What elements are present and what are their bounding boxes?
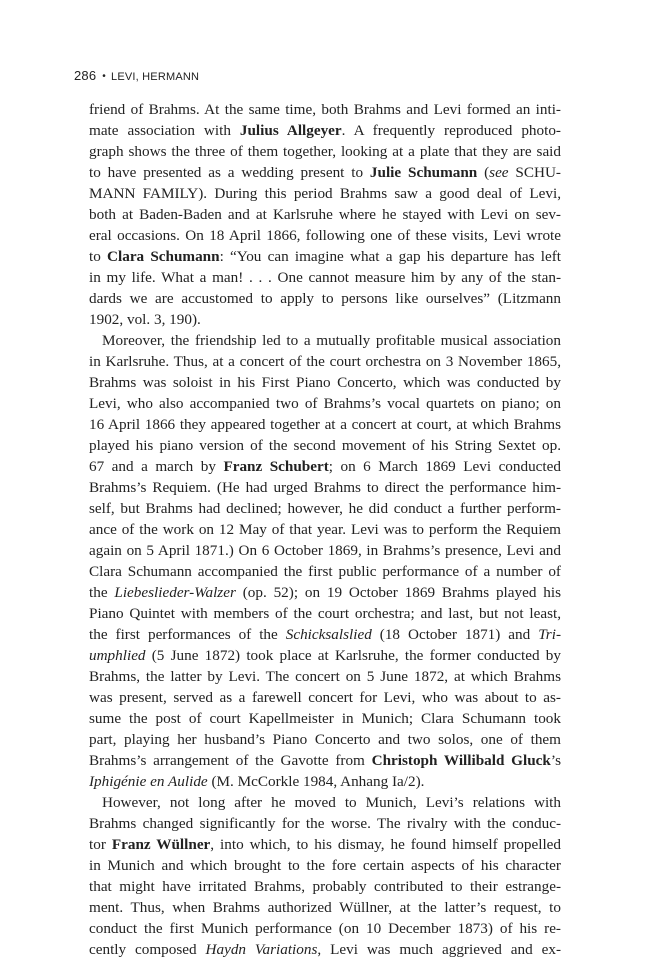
text-line [89, 183, 561, 204]
text-run: : “You can imagine what a gap his departure has left [219, 248, 561, 265]
italic-text: umphlied [89, 647, 146, 664]
running-head-title: LEVI, HERMANN [111, 71, 200, 83]
text-line [89, 225, 561, 246]
text-run: mate association with [89, 122, 240, 139]
text-run: played his piano version of the second movement of his String Sextet op. [89, 437, 561, 454]
text-line [89, 540, 561, 561]
bold-reference: Julie Schumann [369, 164, 478, 181]
text-line [89, 813, 561, 834]
text-line [89, 708, 561, 729]
text-run: Brahms, the latter by Levi. The concert on 5 June 1872, at which Brahms [89, 668, 561, 685]
text-run: 16 April 1866 they appeared together at a concert at court, at which Brahms [89, 416, 561, 433]
bold-reference: Franz Schubert [223, 458, 329, 475]
text-line [89, 582, 561, 603]
text-run: friend of Brahms. At the same time, both Brahms and Levi formed an inti- [89, 101, 561, 118]
text-line [89, 834, 561, 855]
text-run: tor [89, 836, 112, 853]
text-line [89, 120, 561, 141]
text-run: Moreover, the friendship led to a mutually profitable musical association [102, 332, 561, 349]
text-line [89, 414, 561, 435]
text-run: Brahms’s arrangement of the Gavotte from [89, 752, 372, 769]
text-run: , Levi was much aggrieved and ex- [317, 941, 561, 958]
text-line [89, 624, 561, 645]
text-line [89, 351, 561, 372]
text-run: in Karlsruhe. Thus, at a concert of the court orchestra on 3 November 1865, [89, 353, 561, 370]
text-line [89, 645, 561, 666]
text-run: the first performances of the [89, 626, 286, 643]
text-line [89, 162, 561, 183]
text-line [89, 246, 561, 267]
text-run: in my life. What a man! . . . One cannot measure him by any of the stan- [89, 269, 561, 286]
text-line [89, 309, 561, 330]
text-line [89, 771, 561, 792]
text-line [89, 456, 561, 477]
text-run: (op. 52); on 19 October 1869 Brahms played his [235, 584, 561, 601]
text-line [89, 855, 561, 876]
text-line [89, 918, 561, 939]
text-run: Brahms was soloist in his First Piano Concerto, which was conducted by [89, 374, 561, 391]
text-run: that might have irritated Brahms, probably contributed to their estrange- [89, 878, 561, 895]
text-run: However, not long after he moved to Munich, Levi’s relations with [102, 794, 561, 811]
text-run: cently composed [89, 941, 206, 958]
bold-reference: Julius Allgeyer [239, 122, 342, 139]
text-line [89, 750, 561, 771]
text-line [89, 729, 561, 750]
text-run: sume the post of court Kapellmeister in Munich; Clara Schumann took [89, 710, 561, 727]
text-line [89, 99, 561, 120]
body-text [89, 99, 561, 960]
text-line [89, 792, 561, 813]
running-head-separator: • [102, 71, 106, 82]
text-run: again on 5 April 1871.) On 6 October 1869, in Brahms’s presence, Levi and [89, 542, 561, 559]
text-run: eral occasions. On 18 April 1866, following one of these visits, Levi wrote [89, 227, 561, 244]
text-line [89, 204, 561, 225]
text-run: to have presented as a wedding present to [89, 164, 370, 181]
italic-text: Haydn Variations [205, 941, 318, 958]
text-run: ; on 6 March 1869 Levi conducted [328, 458, 561, 475]
bold-reference: Clara Schumann [107, 248, 220, 265]
text-run: was present, served as a farewell concert for Levi, who was about to as- [89, 689, 561, 706]
text-run: Clara Schumann accompanied the first public performance of a number of [89, 563, 561, 580]
text-line [89, 897, 561, 918]
text-line [89, 267, 561, 288]
text-line [89, 477, 561, 498]
text-run: in Munich and which brought to the fore certain aspects of his character [89, 857, 561, 874]
text-run: Brahms’s Requiem. (He had urged Brahms to direct the performance him- [89, 479, 561, 496]
text-run: Piano Quintet with members of the court orchestra; and last, but not least, [89, 605, 561, 622]
text-line [89, 603, 561, 624]
text-run: self, but Brahms had declined; however, he did conduct a further perform- [89, 500, 561, 517]
text-line [89, 372, 561, 393]
text-line [89, 498, 561, 519]
text-line [89, 939, 561, 960]
text-run: to [89, 248, 108, 265]
text-line [89, 687, 561, 708]
text-run: 67 and a march by [89, 458, 224, 475]
italic-text: Schicksalslied [285, 626, 372, 643]
text-run: dards we are accustomed to apply to persons like ourselves” (Litzmann [89, 290, 561, 307]
text-run: conduct the first Munich performance (on 10 December 1873) of his re- [89, 920, 561, 937]
text-run: SCHU- [508, 164, 561, 181]
text-line [89, 435, 561, 456]
italic-text: see [489, 164, 509, 181]
text-line [89, 141, 561, 162]
bold-reference: Christoph Willibald Gluck [371, 752, 551, 769]
text-run: 1902, vol. 3, 190). [89, 311, 201, 328]
italic-text: Iphigénie en Aulide [89, 773, 208, 790]
text-run: ’s [550, 752, 561, 769]
text-run: ( [477, 164, 490, 181]
text-run: part, playing her husband’s Piano Concerto and two solos, one of them [89, 731, 561, 748]
text-line [89, 330, 561, 351]
bold-reference: Franz Wüllner [111, 836, 211, 853]
text-run: MANN FAMILY). During this period Brahms saw a good deal of Levi, [89, 185, 561, 202]
text-line [89, 561, 561, 582]
text-run: both at Baden-Baden and at Karlsruhe where he stayed with Levi on sev- [89, 206, 561, 223]
text-run: graph shows the three of them together, looking at a plate that they are said [89, 143, 561, 160]
text-run: the [89, 584, 115, 601]
text-line [89, 876, 561, 897]
text-run: ance of the work on 12 May of that year. Levi was to perform the Requiem [89, 521, 561, 538]
text-line [89, 519, 561, 540]
text-run: (5 June 1872) took place at Karlsruhe, the former conducted by [145, 647, 561, 664]
text-run: , into which, to his dismay, he found himself propelled [210, 836, 561, 853]
text-run: ment. Thus, when Brahms authorized Wüllner, at the latter’s request, to [89, 899, 561, 916]
text-line [89, 288, 561, 309]
text-run: Brahms changed significantly for the worse. The rivalry with the conduc- [89, 815, 561, 832]
italic-text: Tri- [538, 626, 561, 643]
text-line [89, 666, 561, 687]
text-run: Levi, who also accompanied two of Brahms’s vocal quartets on piano; on [89, 395, 561, 412]
text-run: . A frequently reproduced photo- [341, 122, 561, 139]
running-head [74, 68, 199, 83]
page-number: 286 [74, 68, 97, 83]
text-run: (M. McCorkle 1984, Anhang Ia/2). [207, 773, 425, 790]
text-run: (18 October 1871) and [371, 626, 539, 643]
italic-text: Liebeslieder-Walzer [114, 584, 236, 601]
text-line [89, 393, 561, 414]
